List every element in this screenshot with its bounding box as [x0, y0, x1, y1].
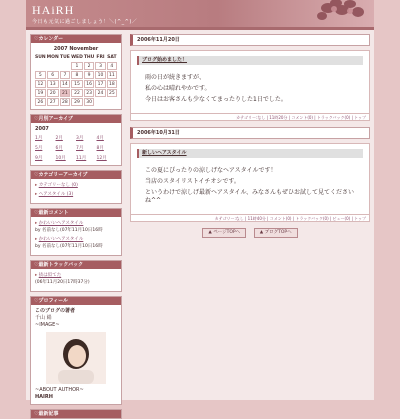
- calendar-day: [107, 98, 117, 106]
- archive-month-link[interactable]: 2月: [55, 136, 63, 141]
- archive-box: [30, 114, 122, 166]
- calendar-heading: ♡カレンダー: [31, 35, 121, 43]
- calendar-day: [47, 62, 59, 70]
- calendar-day[interactable]: 6: [47, 71, 59, 79]
- profile-image-label: ~IMAGE~: [35, 322, 60, 328]
- calendar-day[interactable]: 21: [60, 89, 70, 97]
- archive-month-link[interactable]: 4月: [96, 136, 104, 141]
- calendar-day[interactable]: 10: [95, 71, 105, 79]
- entry-footer[interactable]: カテゴリー:なし | 11時20分 | コメント(0) | トラックバック(0) | トップ: [131, 113, 369, 120]
- calendar-day[interactable]: 23: [84, 89, 95, 97]
- trackback-heading: ♡最新トラックバック: [31, 261, 121, 269]
- entry-title[interactable]: ブログ始めました！: [137, 56, 363, 65]
- comment-meta: by 名前なし(07年11月10日16時: [35, 228, 103, 233]
- calendar-day[interactable]: 25: [107, 89, 117, 97]
- entry-body: [131, 163, 369, 214]
- calendar-day[interactable]: 15: [71, 80, 83, 88]
- entry-text: 今日はお客さんも少なくてまったりした1日でした。: [145, 96, 287, 103]
- calendar-day[interactable]: 27: [47, 98, 59, 106]
- calendar-day[interactable]: 11: [107, 71, 117, 79]
- blog-entry: [130, 50, 370, 121]
- archive-month-link[interactable]: 12月: [96, 156, 107, 161]
- profile-name: 千山 絹: [35, 315, 52, 321]
- calendar-day: [35, 62, 46, 70]
- trackback-link[interactable]: 抜は似てた: [38, 273, 62, 278]
- category-heading: ♡カテゴリーアーカイブ: [31, 171, 121, 179]
- site-tagline: 今日も元気に過ごしましょう！＼(^_^)／: [32, 19, 138, 25]
- entry-text: この夏にぴったりの涼しげなヘアスタイルです！: [145, 167, 277, 174]
- calendar-box: [30, 34, 122, 110]
- trackback-meta: (06年11月20日17時37分): [35, 280, 90, 285]
- archive-month-link[interactable]: 7月: [76, 146, 84, 151]
- calendar-day[interactable]: 7: [60, 71, 70, 79]
- archive-month-link[interactable]: 11月: [76, 156, 87, 161]
- calendar-day[interactable]: 9: [84, 71, 95, 79]
- entry-title[interactable]: 新しいヘアスタイル: [137, 149, 363, 158]
- calendar-day[interactable]: 30: [84, 98, 95, 106]
- profile-label: このブログの著者: [35, 308, 76, 314]
- entry-text: 当店のスタイリストイチオシです。: [145, 178, 240, 185]
- calendar-day[interactable]: 19: [35, 89, 46, 97]
- calendar-month-title: 2007 November: [53, 46, 99, 52]
- profile-heading: ♡プロフィール: [31, 297, 121, 305]
- comments-heading: ♡最新コメント: [31, 209, 121, 217]
- calendar-day-name: SAT: [107, 55, 117, 60]
- calendar-day-name: WED: [71, 55, 83, 60]
- calendar-day[interactable]: 26: [35, 98, 46, 106]
- entry-footer[interactable]: カテゴリー:なし | 11時40分 | コメント(0) | トラックバック(0) | ビュー(0) | トップ: [131, 214, 369, 221]
- archive-year: 2007: [35, 126, 49, 132]
- archive-month-link[interactable]: 1月: [35, 136, 43, 141]
- archive-month-link[interactable]: 8月: [96, 146, 104, 151]
- archive-month-list: [35, 135, 117, 162]
- calendar-day[interactable]: 3: [95, 62, 105, 70]
- calendar-day-name: TUE: [60, 55, 70, 60]
- entry-date: 2006年11月20日: [130, 34, 370, 46]
- comment-link[interactable]: かわいいヘアスタイル: [38, 237, 84, 242]
- calendar-day[interactable]: 20: [47, 89, 59, 97]
- profile-avatar: [46, 332, 106, 384]
- calendar-day-name: MON: [46, 55, 59, 60]
- blog-top-button[interactable]: ▲ ブログTOPへ: [254, 228, 298, 238]
- pager: [130, 228, 370, 238]
- calendar-day[interactable]: 4: [107, 62, 117, 70]
- site-logo[interactable]: HAiRH: [32, 3, 75, 17]
- category-box: [30, 170, 122, 204]
- calendar-grid: [35, 54, 117, 106]
- latest-heading: ♡最新記事: [31, 410, 121, 418]
- calendar-day[interactable]: 28: [60, 98, 70, 106]
- calendar-day[interactable]: 8: [71, 71, 83, 79]
- archive-month-link[interactable]: 3月: [76, 136, 84, 141]
- calendar-day[interactable]: 12: [35, 80, 46, 88]
- calendar-day: [60, 62, 70, 70]
- calendar-day[interactable]: 17: [95, 80, 105, 88]
- calendar-day[interactable]: 22: [71, 89, 83, 97]
- site-header: [26, 0, 374, 30]
- main-content: [130, 34, 370, 238]
- calendar-day-name: FRI: [96, 55, 105, 60]
- entry-text: 私の心は晴れやかです。: [145, 85, 211, 92]
- calendar-day[interactable]: 18: [107, 80, 117, 88]
- archive-heading: ♡月別アーカイブ: [31, 115, 121, 123]
- page-content: [26, 30, 374, 417]
- archive-month-link[interactable]: 6月: [55, 146, 63, 151]
- entry-text: というわけで涼しげ最新ヘアスタイル、みなさんもぜひお試して見てくださいね^^: [145, 189, 354, 204]
- calendar-day[interactable]: 29: [71, 98, 83, 106]
- entry-date: 2006年10月31日: [130, 127, 370, 139]
- calendar-day[interactable]: 16: [84, 80, 95, 88]
- archive-month-link[interactable]: 9月: [35, 156, 43, 161]
- archive-month-link[interactable]: 5月: [35, 146, 43, 151]
- page-top-button[interactable]: ▲ ページTOPへ: [202, 228, 246, 238]
- category-link[interactable]: カテゴリーなし (0): [38, 183, 78, 188]
- profile-author: HAIRH: [35, 394, 53, 400]
- comment-link[interactable]: かわいいヘアスタイル: [38, 221, 84, 226]
- calendar-day-name: THU: [83, 55, 95, 60]
- comments-box: [30, 208, 122, 256]
- trackback-box: [30, 260, 122, 292]
- blog-entry: [130, 143, 370, 222]
- calendar-day[interactable]: 2: [84, 62, 95, 70]
- calendar-day[interactable]: 24: [95, 89, 105, 97]
- calendar-day-name: SUN: [35, 55, 46, 60]
- calendar-day[interactable]: 1: [71, 62, 83, 70]
- archive-month-link[interactable]: 10月: [55, 156, 66, 161]
- comment-meta: by 名前なし(07年11月10日16時: [35, 244, 103, 249]
- category-link[interactable]: ヘアスタイル (3): [38, 192, 74, 197]
- entry-text: 雨の日が続きますが、: [145, 74, 206, 81]
- calendar-day[interactable]: 14: [60, 80, 70, 88]
- sidebar: [30, 34, 122, 417]
- entry-body: [131, 70, 369, 113]
- calendar-day[interactable]: 13: [47, 80, 59, 88]
- calendar-day: [95, 98, 105, 106]
- profile-box: [30, 296, 122, 405]
- profile-about-label: ~ABOUT AUTHOR~: [35, 387, 84, 393]
- latest-box: [30, 409, 122, 419]
- calendar-day[interactable]: 5: [35, 71, 46, 79]
